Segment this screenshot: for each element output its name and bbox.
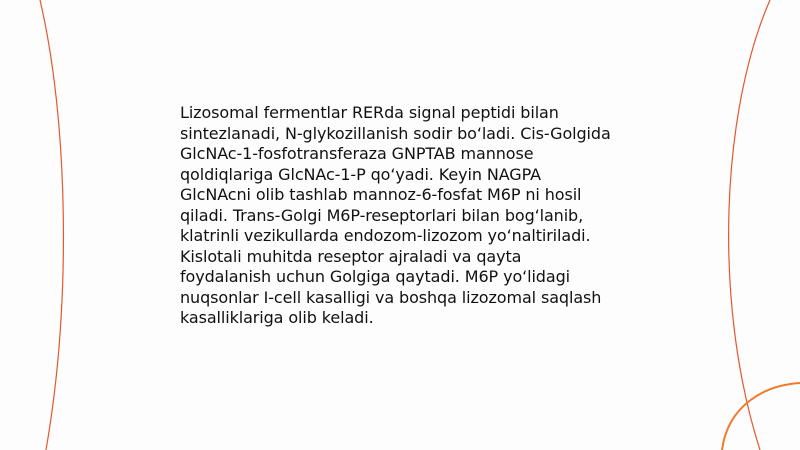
text-line: GlcNAc-1-fosfotransferaza GNPTAB mannose [180,144,534,163]
right-curve-line [729,0,770,450]
text-line: kasalliklariga olib keladi. [180,308,374,327]
text-line: nuqsonlar I-cell kasalligi va boshqa lizozomal saqlash [180,287,602,307]
text-line: klatrinli vezikullarda endozom-lizozom yo‘naltiriladi. [180,226,591,245]
body-paragraph [180,103,630,329]
text-line: Kislotali muhitda reseptor ajraladi va qayta [180,246,522,266]
text-line: qoldiqlariga GlcNAc-1-P qo‘yadi. Keyin NAGPA [180,164,541,184]
bottom-right-arc [722,383,800,450]
left-curve-line [40,0,63,450]
text-line: Lizosomal fermentlar RERda signal peptidi bilan [180,103,559,122]
text-line: sintezlanadi, N-glykozillanish sodir bo‘ladi. Cis-Golgida [180,123,611,143]
text-line: qiladi. Trans-Golgi M6P-reseptorlari bilan bog‘lanib, [180,205,584,225]
text-line: foydalanish uchun Golgiga qaytadi. M6P yo‘lidagi [180,267,570,286]
text-line: GlcNAcni olib tashlab mannoz-6-fosfat M6P ni hosil [180,185,582,204]
